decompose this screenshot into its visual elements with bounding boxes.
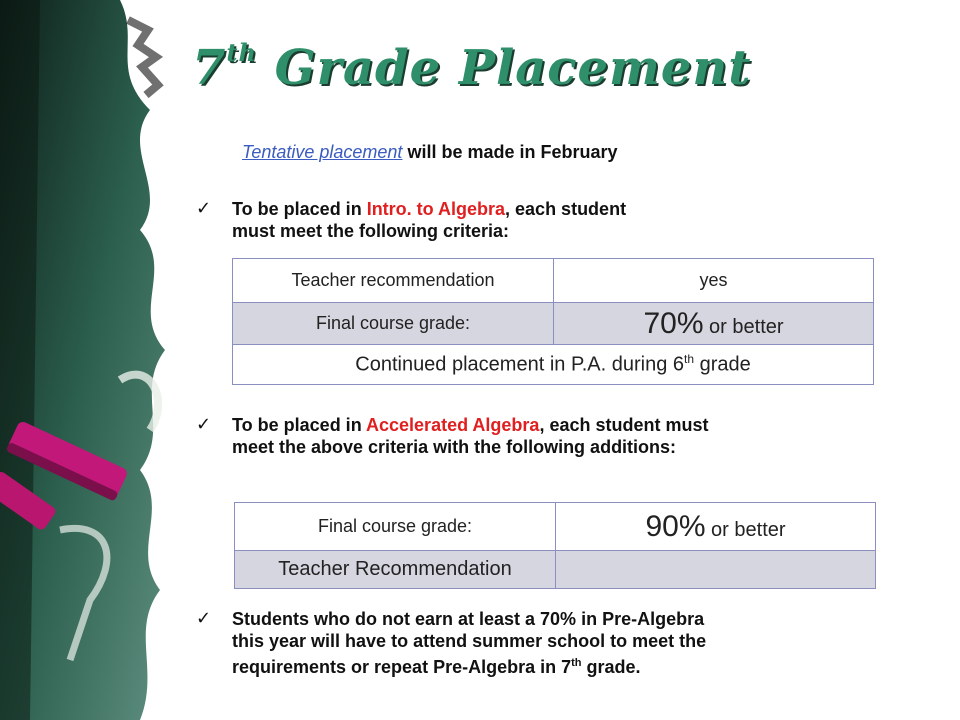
criteria-label: Final course grade: bbox=[233, 303, 554, 345]
check-icon: ✓ bbox=[196, 608, 212, 629]
subtitle: Tentative placement will be made in February bbox=[242, 142, 618, 162]
criteria-value: yes bbox=[554, 259, 874, 303]
tentative-placement-link[interactable]: Tentative placement bbox=[242, 142, 403, 162]
check-icon: ✓ bbox=[196, 198, 212, 219]
table-row bbox=[235, 503, 876, 551]
table-row bbox=[235, 551, 876, 589]
criteria-label: Teacher recommendation bbox=[233, 259, 554, 303]
criteria-full-row: Continued placement in P.A. during 6th grade bbox=[233, 345, 874, 385]
criteria-value: 90% or better bbox=[556, 503, 876, 551]
accelerated-algebra-criteria-table bbox=[234, 502, 876, 589]
criteria-value bbox=[556, 551, 876, 589]
criteria-label: Teacher Recommendation bbox=[235, 551, 556, 589]
page-title: 7th Grade Placement bbox=[192, 38, 752, 96]
intro-algebra-criteria-table bbox=[232, 258, 874, 385]
table-row bbox=[233, 303, 874, 345]
criteria-label: Final course grade: bbox=[235, 503, 556, 551]
table-row bbox=[233, 259, 874, 303]
table-row bbox=[233, 345, 874, 385]
criteria-value: 70% or better bbox=[554, 303, 874, 345]
check-icon: ✓ bbox=[196, 414, 212, 435]
